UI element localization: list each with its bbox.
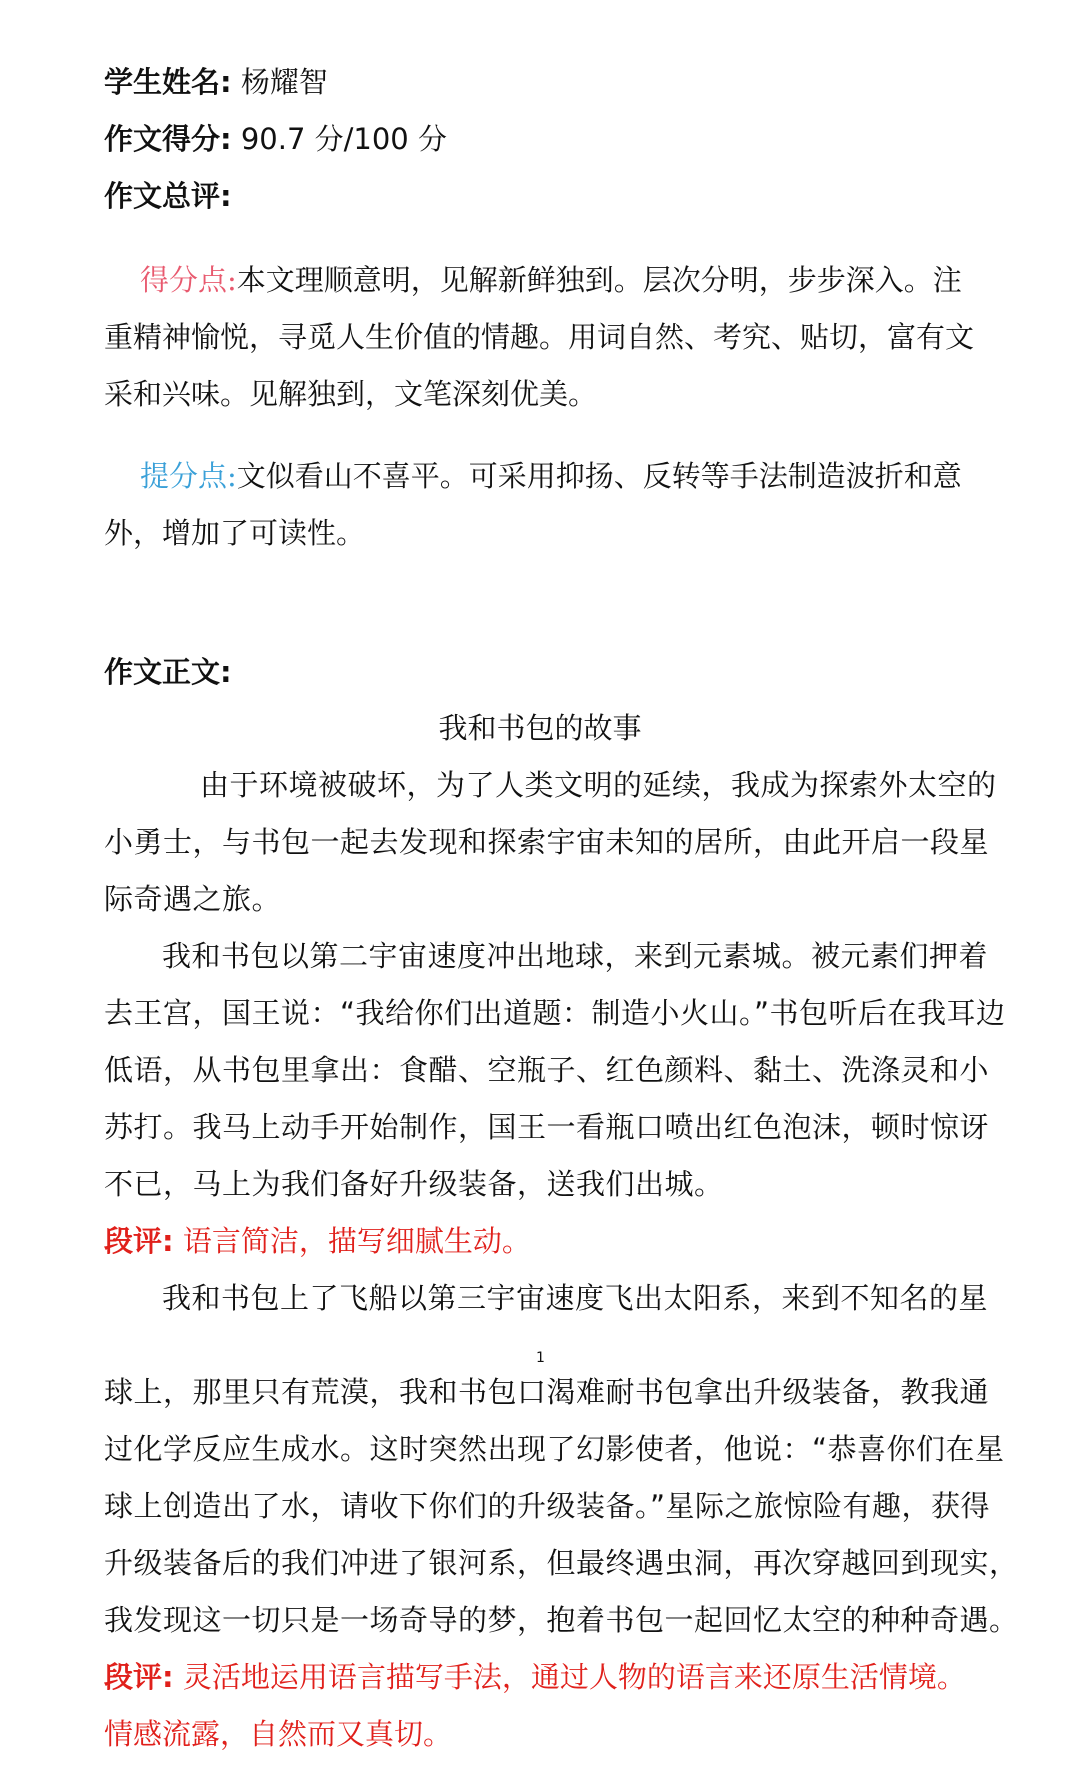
comment2-line-2: 情感流露，自然而又真切。 [104,1717,453,1751]
essay-title: 我和书包的故事 [438,711,642,745]
para2-line-2: 去王宫，国王说：“我给你们出道题：制造小火山。”书包听后在我耳边 [104,996,1006,1030]
comment2-label: 段评: [104,1660,174,1694]
strength-line-1 [140,260,1020,300]
essay-score-label: 作文得分: [104,122,232,156]
strength-line-3: 采和兴味。见解独到，文笔深刻优美。 [104,377,598,411]
page-number: 1 [536,1350,545,1366]
para1-line-3: 际奇遇之旅。 [104,882,282,916]
para3-line-2: 球上，那里只有荒漠，我和书包口渴难耐书包拿出升级装备，教我通 [104,1375,990,1409]
comment1-text: 语言简洁，描写细腻生动。 [182,1224,531,1258]
comment1-label: 段评: [104,1224,174,1258]
strength-text-1: 本文理顺意明，见解新鲜独到。层次分明，步步深入。注 [236,263,962,297]
para3-line-1: 我和书包上了飞船以第三宇宙速度飞出太阳系，来到不知名的星 [162,1281,989,1315]
student-name-label: 学生姓名: [104,65,232,99]
essay-review-label: 作文总评: [104,179,232,213]
student-name-row [104,62,984,102]
essay-score-row [104,119,984,159]
comment2-text-1: 灵活地运用语言描写手法，通过人物的语言来还原生活情境。 [182,1660,966,1694]
para2-line-3: 低语，从书包里拿出：食醋、空瓶子、红色颜料、黏土、洗涤灵和小 [104,1053,990,1087]
paragraph-comment-2 [104,1657,984,1697]
strength-line-2: 重精神愉悦，寻觅人生价值的情趣。用词自然、考究、贴切，富有文 [104,320,975,354]
para3-line-4: 球上创造出了水，请收下你们的升级装备。”星际之旅惊险有趣，获得 [104,1489,991,1523]
para2-line-4: 苏打。我马上动手开始制作，国王一看瓶口喷出红色泡沫，顿时惊讶 [104,1110,990,1144]
student-name-value: 杨耀智 [240,65,328,99]
improve-text-1: 文似看山不喜平。可采用抑扬、反转等手法制造波折和意 [236,459,962,493]
para2-line-5: 不已，马上为我们备好升级装备，送我们出城。 [104,1167,724,1201]
improve-line-1 [140,456,1020,496]
para3-line-6: 我发现这一切只是一场奇导的梦，抱着书包一起回忆太空的种种奇遇。 [104,1603,1019,1637]
essay-body-label: 作文正文: [104,655,232,689]
paragraph-comment-1 [104,1221,984,1261]
para1-line-1: 由于环境被破坏，为了人类文明的延续，我成为探索外太空的 [200,768,997,802]
para2-line-1: 我和书包以第二宇宙速度冲出地球，来到元素城。被元素们押着 [162,939,989,973]
para3-line-5: 升级装备后的我们冲进了银河系，但最终遇虫洞，再次穿越回到现实， [104,1546,1019,1580]
improve-line-2: 外，增加了可读性。 [104,516,366,550]
para1-line-2: 小勇士，与书包一起去发现和探索宇宙未知的居所，由此开启一段星 [104,825,990,859]
strength-label: 得分点: [140,263,237,297]
improve-label: 提分点: [140,459,237,493]
para3-line-3: 过化学反应生成水。这时突然出现了幻影使者，他说：“恭喜你们在星 [104,1432,1005,1466]
essay-score-value: 90.7 分/100 分 [240,122,447,156]
